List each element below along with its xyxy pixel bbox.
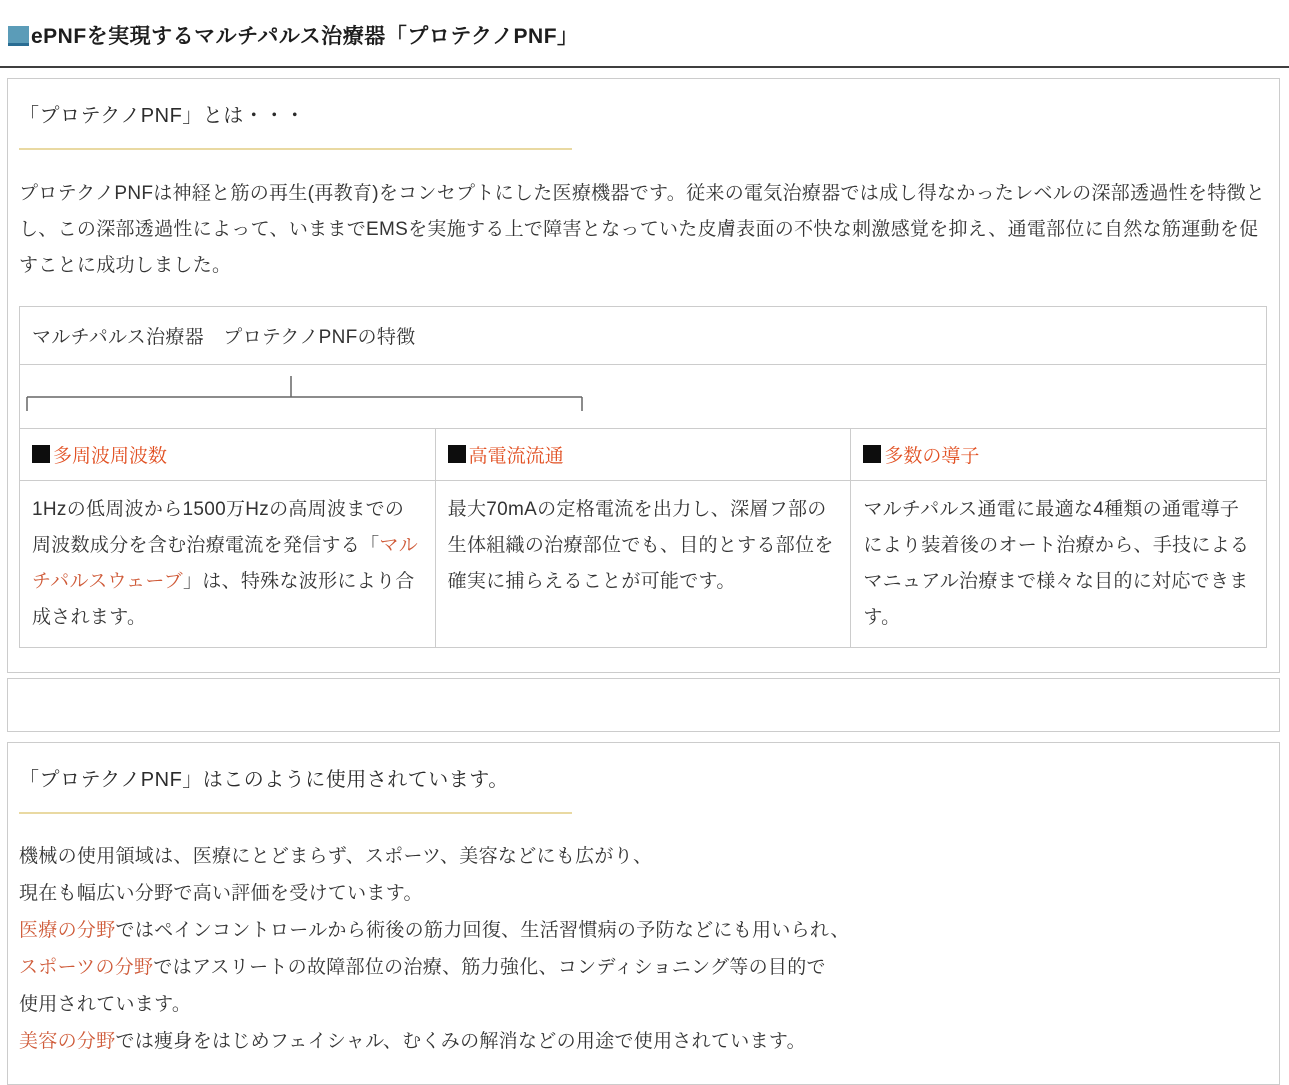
gold-divider: [19, 812, 572, 814]
usage-heading: 「プロテクノPNF」はこのように使用されています。: [19, 769, 509, 791]
feature-header-current: 高電流流通: [435, 429, 851, 481]
sports-field-link[interactable]: スポーツの分野: [19, 957, 154, 978]
multipulse-wave-link[interactable]: マルチパルスウェーブ: [32, 535, 419, 592]
features-table: [19, 306, 1267, 648]
usage-line: スポーツの分野ではアスリートの故障部位の治療、筋力強化、コンディショニング等の目的で: [19, 957, 826, 978]
about-paragraph: プロテクノPNFは神経と筋の再生(再教育)をコンセプトにした医療機器です。従来の電気治療器では成し得なかったレベルの深部透過性を特徴とし、この深部透過性によって、いままでEMSを実施する上で障害となっていた皮膚表面の不快な刺激感覚を抑え、通電部位に自然な筋運動を促すことに成功しました。: [19, 183, 1266, 276]
beauty-field-link[interactable]: 美容の分野: [19, 1031, 116, 1052]
page-title: [0, 16, 1289, 68]
black-square-icon: [863, 445, 881, 463]
bracket-row: [20, 365, 1267, 429]
usage-line: 医療の分野ではペインコントロールから術後の筋力回復、生活習慣病の予防などにも用いられ、: [19, 920, 850, 941]
black-square-icon: [448, 445, 466, 463]
usage-section: [7, 742, 1280, 1085]
gold-divider: [19, 148, 572, 150]
page-title-text: ePNFを実現するマルチパルス治療器「プロテクノPNF」: [31, 25, 579, 48]
features-title: マルチパルス治療器 プロテクノPNFの特徴: [20, 307, 1267, 365]
usage-line: 現在も幅広い分野で高い評価を受けています。: [19, 883, 423, 904]
about-heading: 「プロテクノPNF」とは・・・: [19, 105, 306, 127]
about-section: [7, 78, 1280, 673]
feature-cell-current: 最大70mAの定格電流を出力し、深層フ部の生体組織の治療部位でも、目的とする部位を確実に捕らえることが可能です。: [435, 481, 851, 648]
feature-header-conductors: 多数の導子: [851, 429, 1267, 481]
feature-cell-conductors: マルチパルス通電に最適な4種類の通電導子により装着後のオート治療から、手技によるマニュアル治療まで様々な目的に対応できます。: [851, 481, 1267, 648]
blue-square-icon: [8, 26, 29, 46]
feature-cell-frequency: 1Hzの低周波から1500万Hzの高周波までの周波数成分を含む治療電流を発信する「マルチパルスウェーブ」は、特殊な波形により合成されます。: [20, 481, 436, 648]
feature-header-frequency: 多周波周波数: [20, 429, 436, 481]
usage-line: 使用されています。: [19, 994, 192, 1015]
usage-line: 美容の分野では痩身をはじめフェイシャル、むくみの解消などの用途で使用されています。: [19, 1031, 806, 1052]
black-square-icon: [32, 445, 50, 463]
page-header: [0, 0, 1289, 68]
medical-field-link[interactable]: 医療の分野: [19, 920, 116, 941]
spacer-box: [7, 678, 1280, 732]
usage-paragraph: [19, 838, 1267, 1060]
bracket-diagram: [26, 373, 588, 417]
usage-line: 機械の使用領域は、医療にとどまらず、スポーツ、美容などにも広がり、: [19, 846, 653, 867]
